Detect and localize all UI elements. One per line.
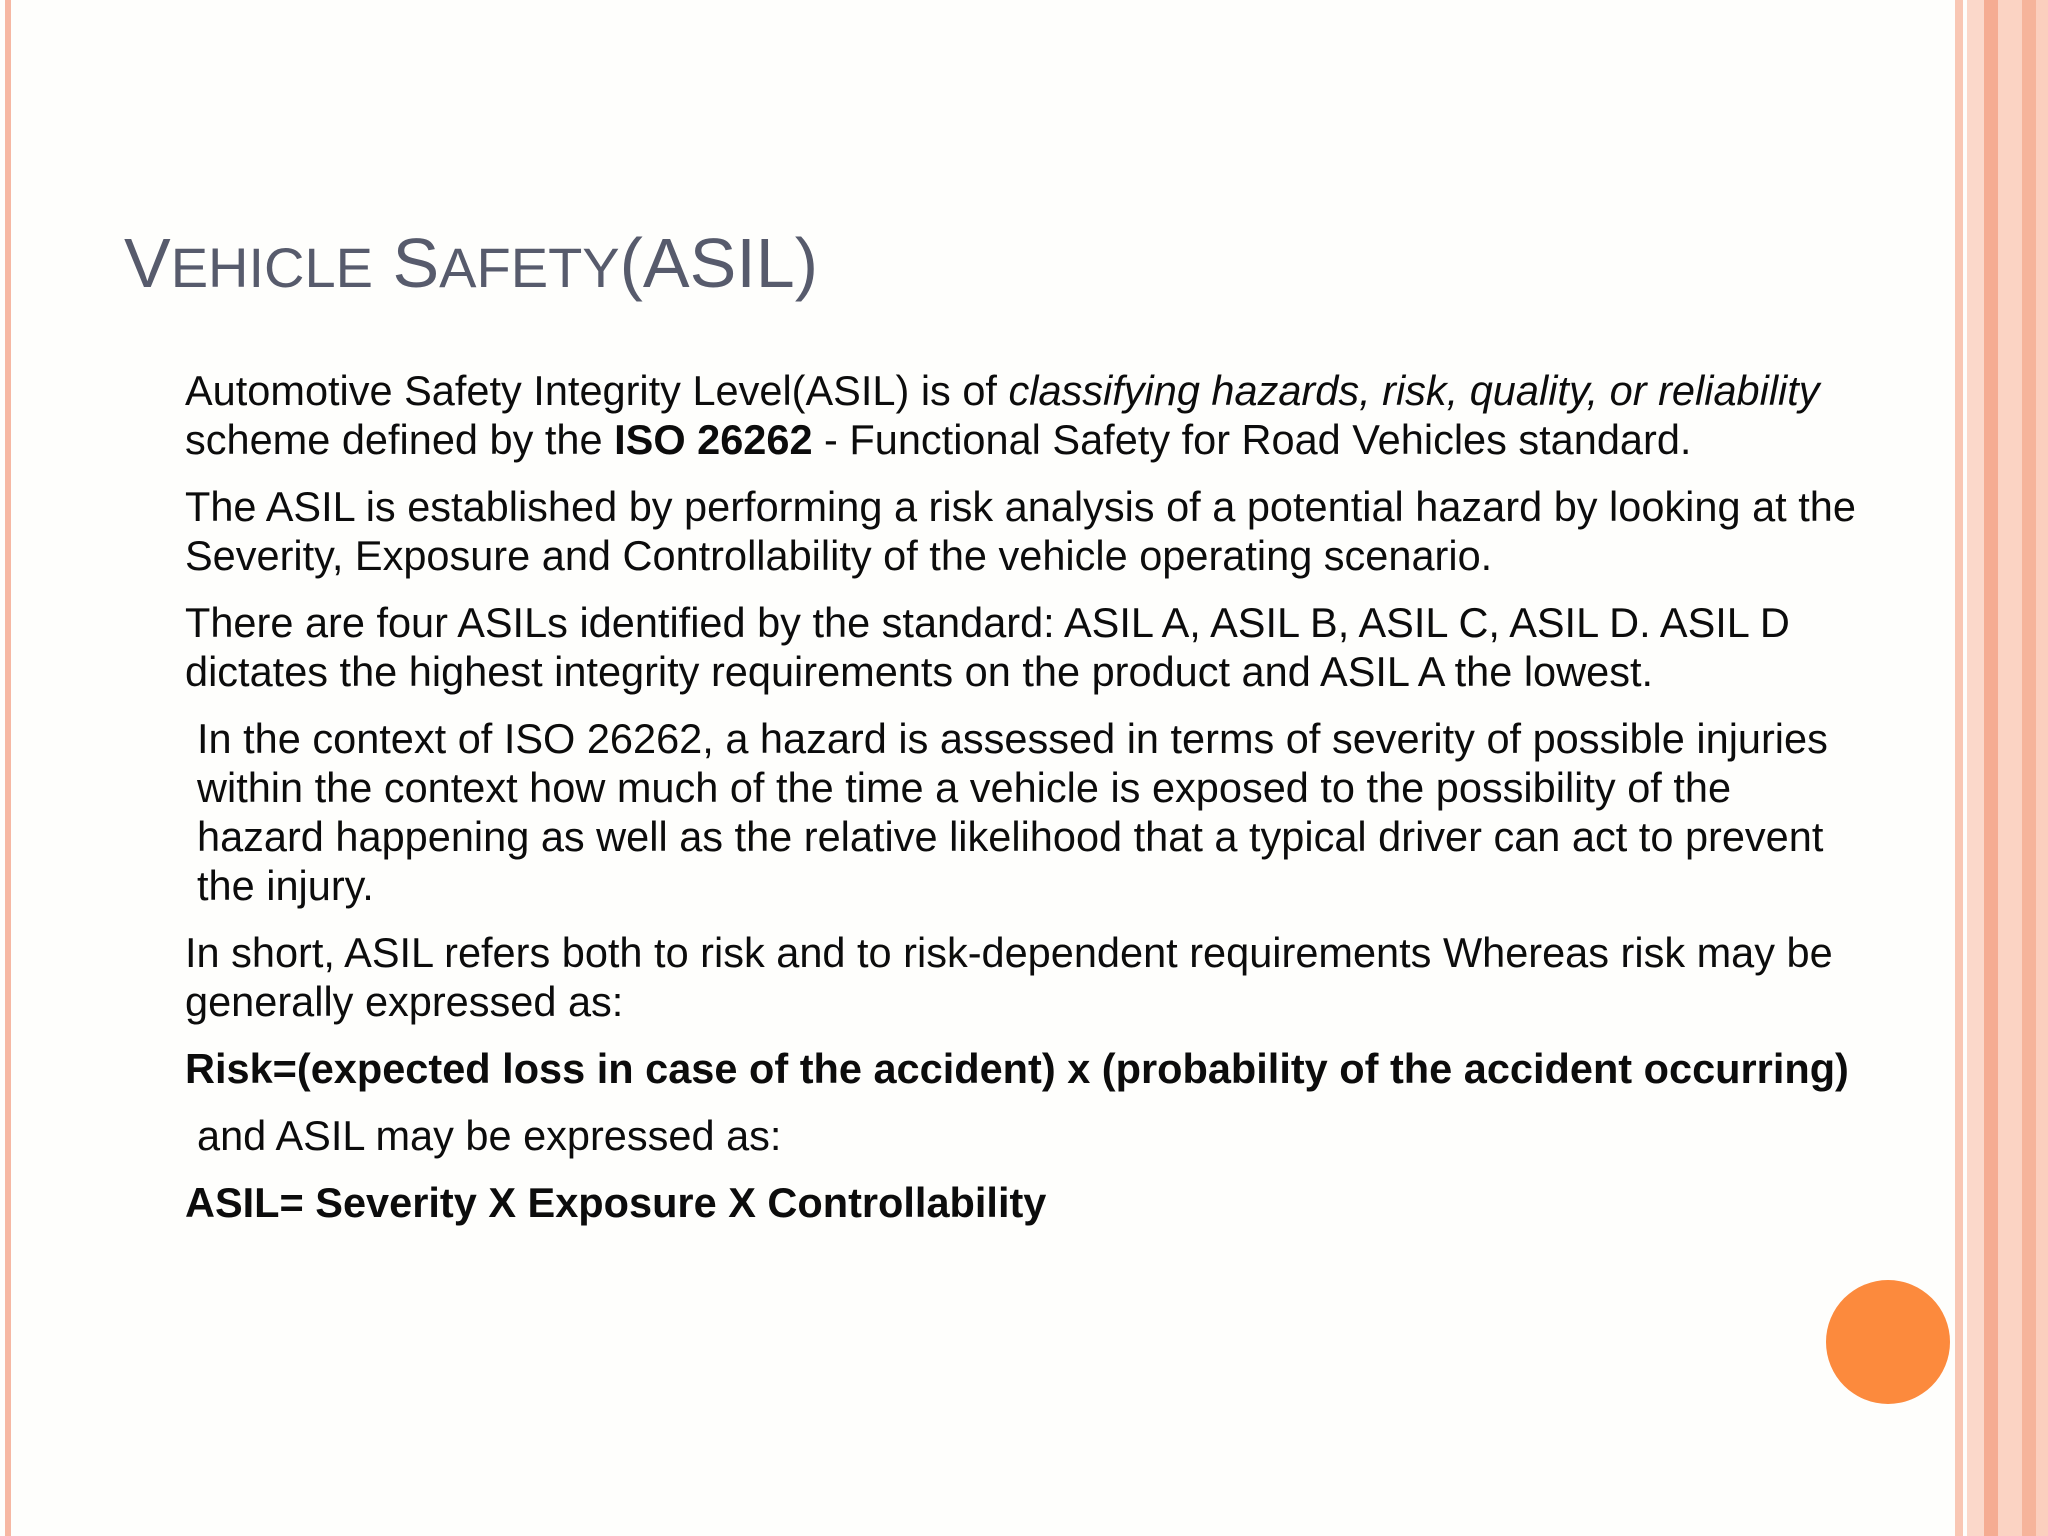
right-decor-stripe bbox=[1998, 0, 2022, 1536]
paragraph-risk-analysis: The ASIL is established by performing a risk analysis of a potential hazard by looking at the Severity, Exposure and Controllability of the vehicle operating scenario. bbox=[185, 483, 1856, 579]
paragraph-1-part-1: Automotive Safety Integrity Level(ASIL) is of bbox=[185, 367, 1009, 414]
slide-body bbox=[185, 366, 1865, 1245]
risk-formula: Risk=(expected loss in case of the accident) x (probability of the accident occurring) bbox=[185, 1045, 1849, 1092]
right-decor-stripe bbox=[2022, 0, 2036, 1536]
title-space bbox=[373, 224, 392, 302]
title-ehicle: EHICLE bbox=[170, 236, 373, 299]
paragraph-asil-expression: and ASIL may be expressed as: bbox=[197, 1112, 782, 1159]
right-decor-stripe bbox=[1984, 0, 1998, 1536]
paragraph-1-part-3: - Functional Safety for Road Vehicles standard. bbox=[812, 416, 1692, 463]
slide-title bbox=[124, 224, 819, 302]
paragraph-hazard-context: In the context of ISO 26262, a hazard is assessed in terms of severity of possible injuries within the context how much of the time a vehicle is exposed to the possibility of the hazard happening as well as the relative likelihood that a typical driver can act to prevent the injury. bbox=[197, 715, 1828, 909]
title-afety: AFETY bbox=[439, 236, 620, 299]
slide-left-border bbox=[5, 0, 11, 1536]
paragraph-four-asils: There are four ASILs identified by the standard: ASIL A, ASIL B, ASIL C, ASIL D. ASIL D dictates the highest integrity requirements on the product and ASIL A the lowest. bbox=[185, 599, 1790, 695]
paragraph-1-iso-standard: ISO 26262 bbox=[614, 416, 813, 463]
title-v: V bbox=[124, 224, 171, 302]
paragraph-in-short: In short, ASIL refers both to risk and to risk-dependent requirements Whereas risk may be generally expressed as: bbox=[185, 929, 1833, 1025]
right-decor-stripe bbox=[1955, 0, 1963, 1536]
title-paren: (ASIL) bbox=[619, 224, 819, 302]
paragraph-1-part-2: scheme defined by the bbox=[185, 416, 615, 463]
title-s: S bbox=[392, 224, 440, 302]
asil-formula: ASIL= Severity X Exposure X Controllability bbox=[185, 1179, 1047, 1226]
right-decor-stripe bbox=[1967, 0, 1984, 1536]
paragraph-asil-definition bbox=[185, 366, 1865, 464]
paragraph-1-italic: classifying hazards, risk, quality, or reliability bbox=[1008, 367, 1820, 414]
accent-circle bbox=[1826, 1280, 1950, 1404]
right-decor-stripe bbox=[2036, 0, 2048, 1536]
